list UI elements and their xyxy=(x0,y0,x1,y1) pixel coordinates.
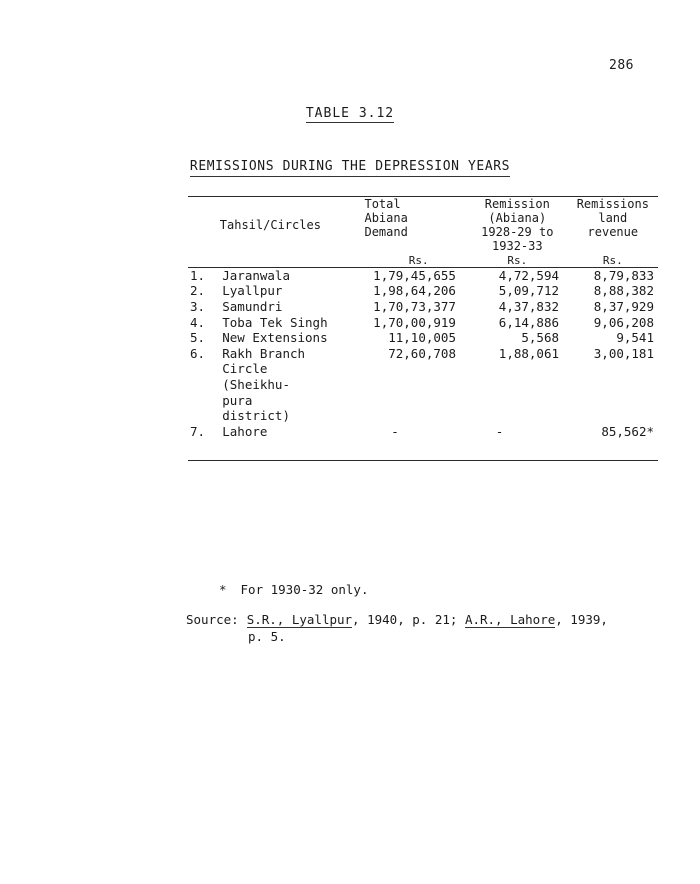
header-remission-abiana-l3: 1928-29 to xyxy=(481,225,554,240)
table-row xyxy=(188,283,658,299)
row-total-abiana: 1,79,45,655 xyxy=(373,267,456,283)
row-name: Lahore xyxy=(222,423,268,439)
source-ref-2-detail: , 1939, xyxy=(555,612,608,627)
table-bottom-rule xyxy=(188,460,658,461)
table-label xyxy=(0,106,700,121)
units-blank-num xyxy=(188,254,212,267)
source-label: Source: xyxy=(186,612,239,627)
row-total-abiana: 1,70,73,377 xyxy=(373,298,456,314)
row-number: 7. xyxy=(190,423,206,439)
header-remission-abiana-l2: (Abiana) xyxy=(488,211,547,226)
table-header-row xyxy=(188,197,658,254)
source-line-2: p. 5. xyxy=(248,628,286,644)
row-name: New Extensions xyxy=(222,330,328,346)
row-name-line5: district) xyxy=(222,408,290,424)
row-name: Lyallpur xyxy=(222,283,283,299)
header-total-abiana-demand-l3: Demand xyxy=(364,225,408,240)
header-remissions-land-revenue-l2: land xyxy=(598,211,628,226)
unit-total-abiana: Rs. xyxy=(408,253,429,267)
header-total-abiana-demand-l2: Abiana xyxy=(364,211,408,226)
table-label-text: TABLE 3.12 xyxy=(305,106,395,121)
header-tahsil-circles: Tahsil/Circles xyxy=(219,218,321,233)
header-remissions-land-revenue-l3: revenue xyxy=(587,225,639,240)
row-remission-abiana: - xyxy=(495,423,504,439)
row-remission-abiana: 4,37,832 xyxy=(498,298,560,314)
header-number xyxy=(188,197,212,254)
source-ref-2: A.R., Lahore xyxy=(464,612,556,627)
row-name-line3: (Sheikhu- xyxy=(222,377,290,392)
source-note xyxy=(186,612,656,646)
row-total-abiana: 1,70,00,919 xyxy=(373,314,456,330)
row-land-revenue: 8,88,382 xyxy=(593,283,654,299)
row-number: 3. xyxy=(190,298,206,314)
row-land-revenue: 8,79,833 xyxy=(593,267,654,283)
row-number: 2. xyxy=(190,283,206,299)
row-number: 5. xyxy=(190,330,206,346)
header-remissions-land-revenue-l1: Remissions xyxy=(576,197,649,211)
row-name: Samundri xyxy=(222,298,283,314)
footnote-marker: * xyxy=(219,582,227,597)
header-remissions-land-revenue xyxy=(568,197,658,254)
table-row xyxy=(188,299,658,315)
units-blank-name xyxy=(212,254,357,267)
row-remission-abiana: 1,88,061 xyxy=(498,345,560,361)
unit-remission-abiana: Rs. xyxy=(507,253,528,267)
row-number: 6. xyxy=(190,345,206,361)
row-land-revenue: 3,00,181 xyxy=(593,345,654,361)
header-remission-abiana-l1: Remission xyxy=(484,197,550,211)
table-data-rows xyxy=(188,268,658,442)
row-name: Toba Tek Singh xyxy=(222,314,328,330)
unit-land-revenue: Rs. xyxy=(602,253,623,267)
footnote-text: For 1930-32 only. xyxy=(240,582,369,597)
row-land-revenue: 9,06,208 xyxy=(593,314,654,330)
row-total-abiana: 11,10,005 xyxy=(388,330,456,346)
row-name: Jaranwala xyxy=(222,267,290,283)
row-remission-abiana: 5,568 xyxy=(521,330,560,346)
row-name-line2: Circle xyxy=(222,361,268,377)
source-ref-1: S.R., Lyallpur xyxy=(246,612,353,627)
table-bottom-spacer xyxy=(188,440,658,442)
row-remission-abiana: 5,09,712 xyxy=(498,283,560,299)
page-number: 286 xyxy=(609,58,634,73)
source-ref-1-detail: , 1940, p. 21; xyxy=(352,612,465,627)
table-row xyxy=(188,315,658,331)
header-total-abiana-demand-l1: Total xyxy=(364,197,401,211)
row-remission-abiana: 6,14,886 xyxy=(498,314,560,330)
table-title-text: REMISSIONS DURING THE DEPRESSION YEARS xyxy=(190,159,510,177)
table-body xyxy=(188,197,658,267)
row-name: Rakh Branch xyxy=(222,345,306,361)
header-total-abiana-demand xyxy=(356,197,467,254)
row-total-abiana: - xyxy=(391,423,399,439)
row-land-revenue: 8,37,929 xyxy=(593,298,654,314)
header-remission-abiana xyxy=(467,197,568,254)
row-total-abiana: 1,98,64,206 xyxy=(373,283,456,299)
table-row xyxy=(188,424,658,440)
remissions-table xyxy=(188,196,658,461)
table-row xyxy=(188,346,658,424)
row-number: 1. xyxy=(190,267,206,283)
row-remission-abiana: 4,72,594 xyxy=(498,267,560,283)
row-name-multiline xyxy=(214,346,352,424)
row-number: 4. xyxy=(190,314,206,330)
table-units-row xyxy=(188,254,658,267)
table-row xyxy=(188,330,658,346)
row-total-abiana: 72,60,708 xyxy=(388,345,456,361)
row-land-revenue: 9,541 xyxy=(616,330,654,346)
table-row xyxy=(188,268,658,284)
row-name-line4: pura xyxy=(222,392,253,408)
row-land-revenue: 85,562* xyxy=(601,423,654,439)
footnote xyxy=(219,582,368,597)
table-title xyxy=(0,159,700,174)
header-remission-abiana-l4: 1932-33 xyxy=(492,239,543,254)
